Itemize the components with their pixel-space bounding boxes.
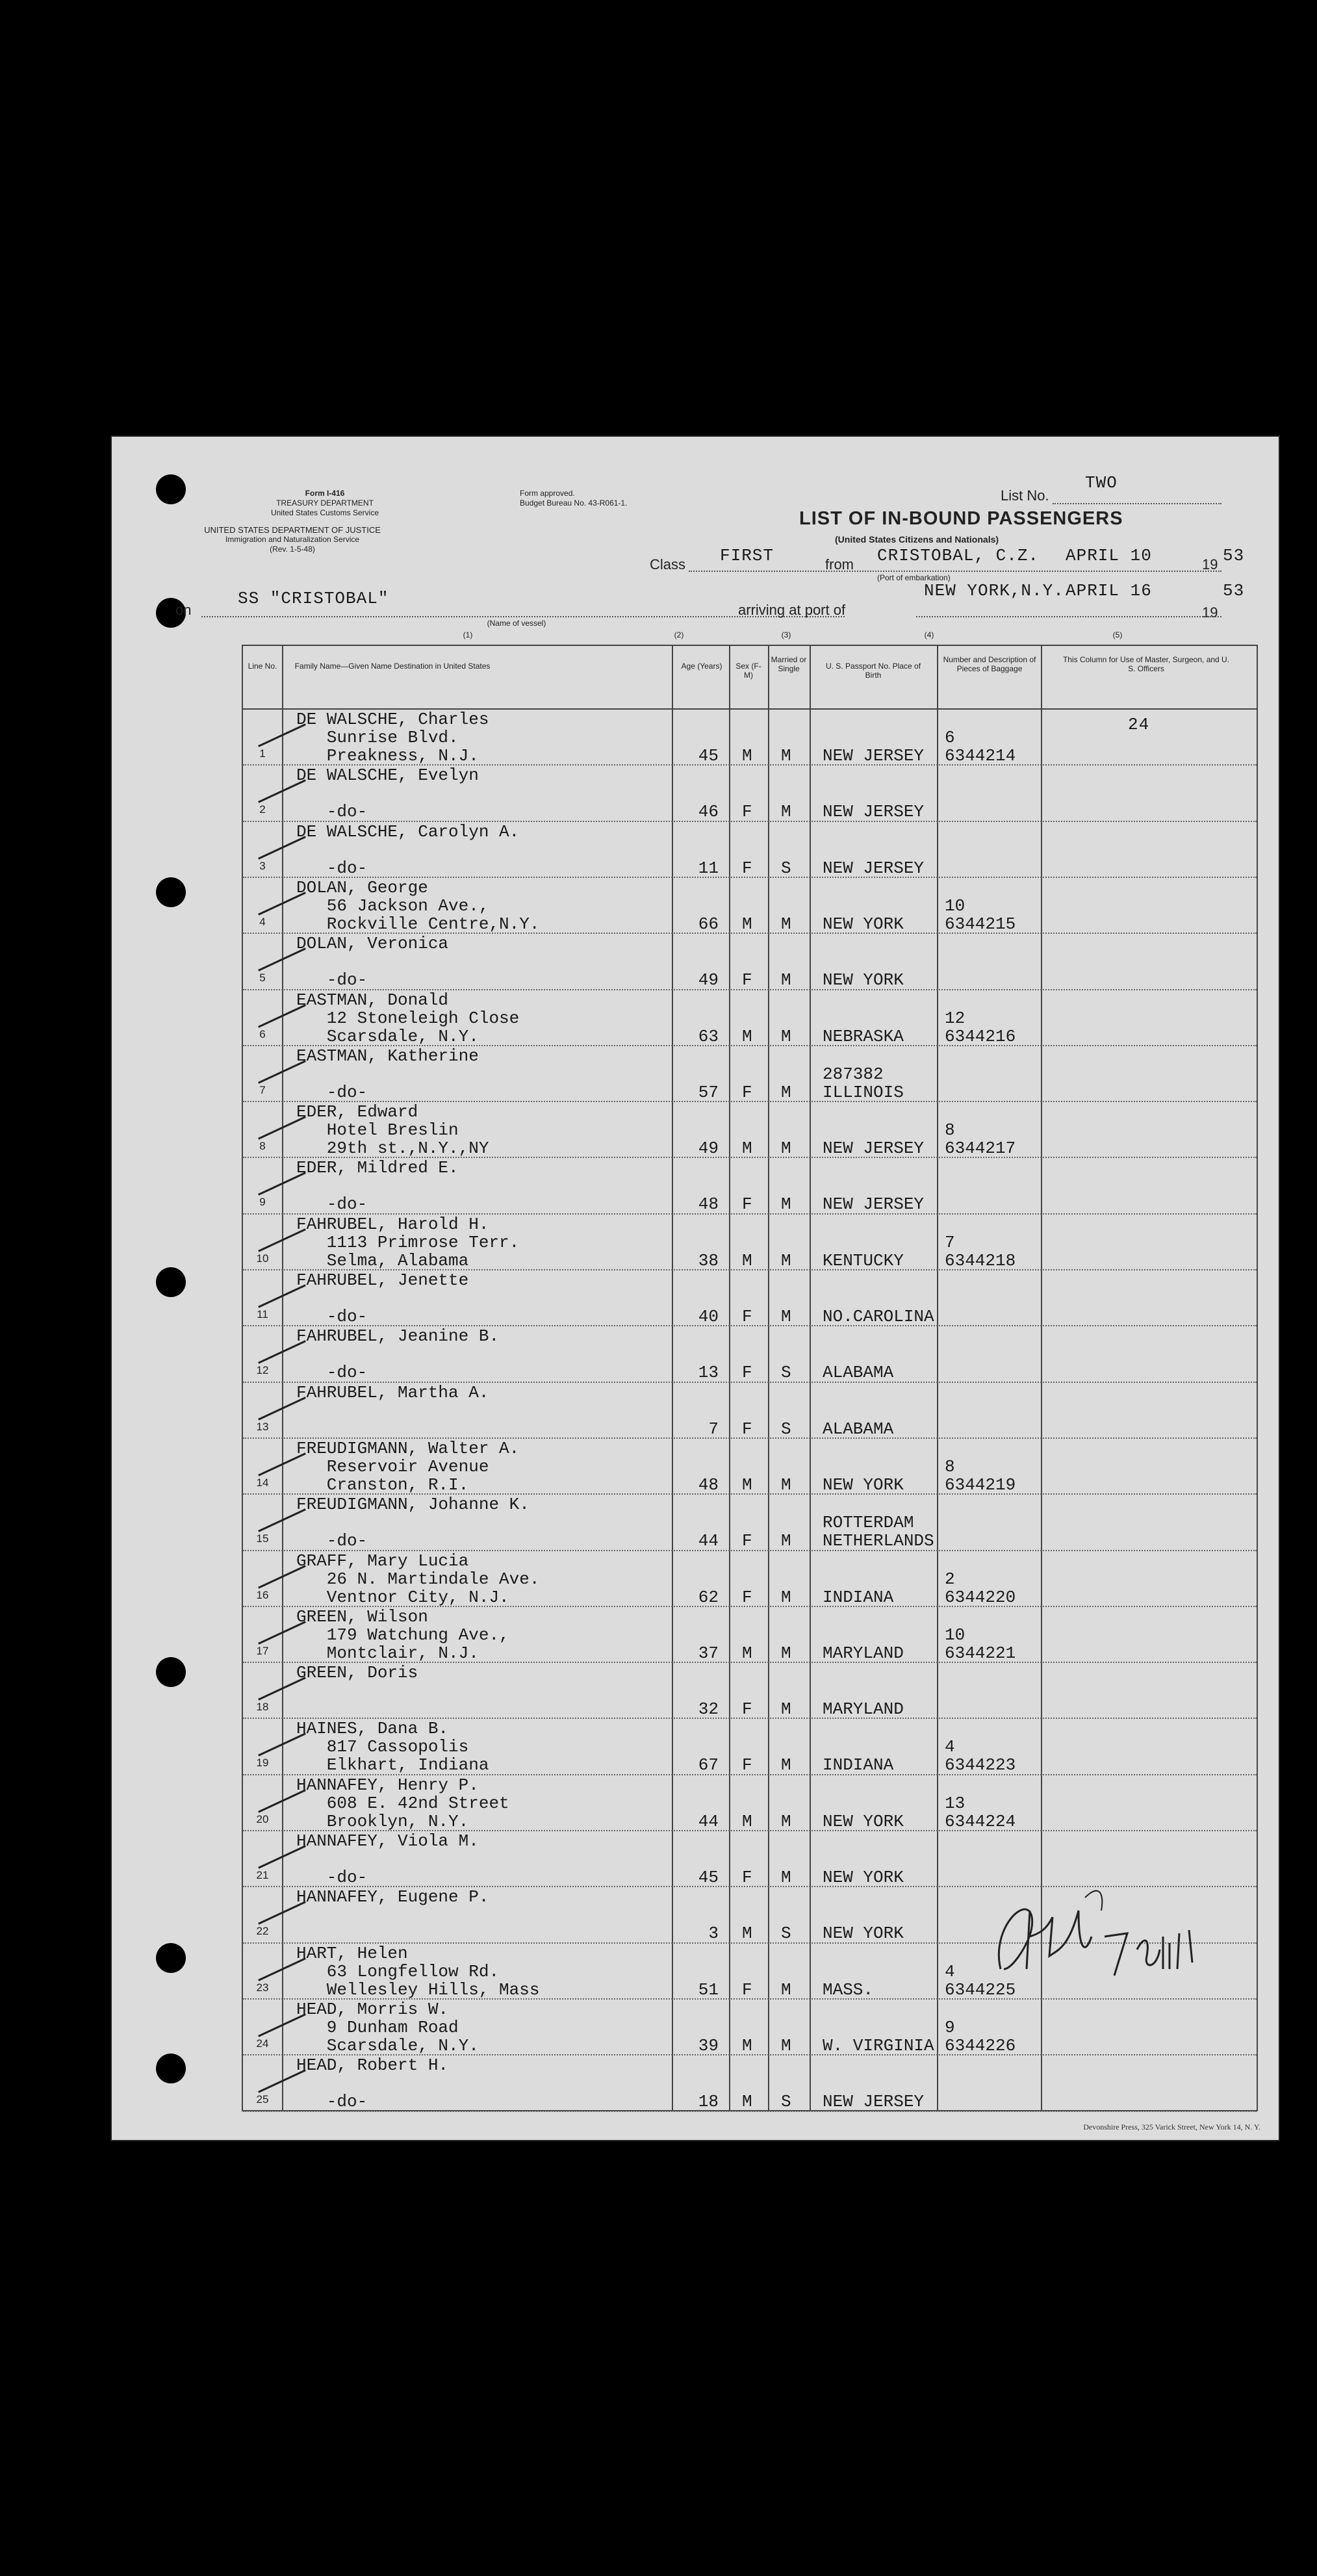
baggage-number: 6344214 <box>945 746 1016 766</box>
passenger-name-line: FAHRUBEL, Jenette <box>296 1270 469 1290</box>
sex-cell: M <box>742 746 752 766</box>
col-header-married: Married or Single <box>771 655 807 673</box>
birthplace-cell: NEW YORK <box>823 914 904 934</box>
col-header-officers: This Column for Use of Master, Surgeon, and U. S. Officers <box>1062 655 1230 673</box>
passenger-name-line: HAINES, Dana B. <box>296 1719 449 1739</box>
age-cell: 11 <box>698 858 719 878</box>
line-number: 5 <box>259 972 266 985</box>
age-cell: 48 <box>698 1194 719 1215</box>
passenger-name-line: FAHRUBEL, Martha A. <box>296 1382 489 1402</box>
line-number: 4 <box>259 915 266 928</box>
passenger-name-line: -do- <box>296 1307 368 1326</box>
baggage-pieces: 7 <box>945 1232 955 1252</box>
marital-cell: M <box>781 1250 791 1270</box>
baggage-number: 6344218 <box>945 1250 1016 1270</box>
sex-cell: M <box>742 1026 752 1046</box>
sex-cell: F <box>742 1307 752 1326</box>
sex-cell: F <box>742 1587 752 1607</box>
punch-hole <box>156 1267 186 1297</box>
passenger-name-line: 817 Cassopolis <box>296 1737 469 1757</box>
baggage-pieces: 8 <box>945 1120 955 1140</box>
passport-birth-line: 287382 <box>823 1064 884 1084</box>
sex-cell: M <box>742 914 752 934</box>
vessel-name-label: (Name of vessel) <box>487 619 546 628</box>
form-title: LIST OF IN-BOUND PASSENGERS <box>799 508 1123 529</box>
punch-hole <box>156 1943 186 1973</box>
age-cell: 48 <box>698 1475 719 1495</box>
birthplace-cell: NEW JERSEY <box>823 802 925 822</box>
vessel-name: SS "CRISTOBAL" <box>238 589 389 608</box>
sex-cell: F <box>742 858 752 878</box>
line-number: 23 <box>256 1981 269 1994</box>
line-number: 1 <box>259 747 266 760</box>
line-number: 8 <box>259 1140 266 1153</box>
sex-cell: M <box>742 1643 752 1663</box>
sex-cell: M <box>742 1139 752 1159</box>
marital-cell: S <box>781 1924 791 1944</box>
marital-cell: M <box>781 1194 791 1215</box>
sex-cell: M <box>742 1811 752 1831</box>
agency-justice: UNITED STATES DEPARTMENT OF JUSTICE <box>204 525 381 535</box>
marital-cell: M <box>781 1026 791 1046</box>
marital-cell: M <box>781 1531 791 1551</box>
handwritten-signature <box>975 1872 1221 1982</box>
birthplace-cell: NO.CAROLINA <box>823 1307 934 1326</box>
line-number: 16 <box>256 1588 269 1601</box>
marital-cell: M <box>781 1587 791 1607</box>
birthplace-cell: NEW JERSEY <box>823 858 925 878</box>
age-cell: 13 <box>698 1363 719 1383</box>
passenger-name-line: Brooklyn, N.Y. <box>296 1811 469 1831</box>
baggage-number: 6344220 <box>945 1587 1016 1607</box>
passenger-name-line: -do- <box>296 1082 368 1102</box>
birthplace-cell: INDIANA <box>823 1755 894 1775</box>
passenger-name-line: Wellesley Hills, Mass <box>296 1979 540 2000</box>
passenger-name-line: -do- <box>296 1531 368 1551</box>
age-cell: 32 <box>698 1699 719 1719</box>
baggage-pieces: 2 <box>945 1569 955 1589</box>
passenger-name-line: -do- <box>296 1363 368 1383</box>
line-number: 10 <box>256 1252 269 1265</box>
age-cell: 49 <box>698 970 719 990</box>
baggage-pieces: 10 <box>945 895 965 916</box>
birthplace-cell: MARYLAND <box>823 1643 904 1663</box>
agency-customs: United States Customs Service <box>270 508 379 517</box>
line-number: 19 <box>256 1757 269 1770</box>
port-embarkation-label: (Port of embarkation) <box>877 573 951 582</box>
from-date: APRIL 10 <box>1066 546 1152 565</box>
birthplace-cell: NEBRASKA <box>823 1026 904 1046</box>
passenger-name-line: HANNAFEY, Henry P. <box>296 1775 479 1795</box>
line-number: 3 <box>259 859 266 872</box>
passenger-name-line: -do- <box>296 858 368 878</box>
baggage-pieces: 4 <box>945 1737 955 1757</box>
passenger-name-line: EDER, Mildred E. <box>296 1158 459 1178</box>
age-cell: 63 <box>698 1026 719 1046</box>
age-cell: 49 <box>698 1139 719 1159</box>
marital-cell: M <box>781 1868 791 1887</box>
passport-birth-line: ILLINOIS <box>823 1082 904 1102</box>
passenger-name-line: 26 N. Martindale Ave. <box>296 1569 540 1589</box>
budget-bureau: Budget Bureau No. 43-R061-1. <box>520 498 628 508</box>
birthplace-cell: ALABAMA <box>823 1363 894 1383</box>
age-cell: 44 <box>698 1531 719 1551</box>
passenger-name-line: DE WALSCHE, Carolyn A. <box>296 821 520 842</box>
from-port: CRISTOBAL, C.Z. <box>877 546 1040 565</box>
passenger-name-line: GREEN, Doris <box>296 1663 418 1683</box>
list-number-label: List No. <box>1001 487 1049 504</box>
passenger-name-line: Scarsdale, N.Y. <box>296 1026 479 1046</box>
age-cell: 38 <box>698 1250 719 1270</box>
marital-cell: M <box>781 914 791 934</box>
line-number: 14 <box>256 1476 269 1489</box>
passenger-name-line: Rockville Centre,N.Y. <box>296 914 540 934</box>
arrival-year-prefix: 19 <box>1202 604 1218 621</box>
passenger-name-line: 56 Jackson Ave., <box>296 895 489 916</box>
sex-cell: M <box>742 1924 752 1944</box>
age-cell: 66 <box>698 914 719 934</box>
marital-cell: M <box>781 1082 791 1102</box>
sex-cell: F <box>742 1194 752 1215</box>
age-cell: 67 <box>698 1755 719 1775</box>
sex-cell: M <box>742 2092 752 2112</box>
form-revision: (Rev. 1-5-48) <box>270 545 315 554</box>
passenger-name-line: Preakness, N.J. <box>296 746 479 766</box>
baggage-number: 6344221 <box>945 1643 1016 1663</box>
sex-cell: F <box>742 1363 752 1383</box>
sex-cell: F <box>742 802 752 822</box>
marital-cell: M <box>781 1475 791 1495</box>
baggage-number: 6344225 <box>945 1979 1016 2000</box>
col-num-5: (5) <box>1112 630 1123 639</box>
passenger-name-line: -do- <box>296 1868 368 1887</box>
arriving-label: arriving at port of <box>738 602 846 618</box>
line-number: 13 <box>256 1420 269 1433</box>
line-number: 25 <box>256 2093 269 2106</box>
birthplace-cell: KENTUCKY <box>823 1250 904 1270</box>
col-num-4: (4) <box>924 630 934 639</box>
passenger-name-line: 179 Watchung Ave., <box>296 1625 509 1645</box>
line-number: 21 <box>256 1869 269 1881</box>
line-number: 22 <box>256 1925 269 1938</box>
baggage-pieces: 6 <box>945 728 955 747</box>
agency-ins: Immigration and Naturalization Service <box>225 535 360 544</box>
age-cell: 40 <box>698 1307 719 1326</box>
sex-cell: M <box>742 1250 752 1270</box>
marital-cell: M <box>781 970 791 990</box>
line-number: 12 <box>256 1364 269 1377</box>
line-number: 7 <box>259 1083 266 1096</box>
form-number: Form I-416 <box>305 489 345 498</box>
arrival-year: 53 <box>1223 581 1245 600</box>
marital-cell: M <box>781 1699 791 1719</box>
passenger-name-line: 1113 Primrose Terr. <box>296 1232 520 1252</box>
on-label: on <box>175 602 192 618</box>
column-divider <box>937 646 938 2110</box>
sex-cell: F <box>742 1868 752 1887</box>
line-number: 9 <box>259 1196 266 1209</box>
marital-cell: S <box>781 2092 791 2112</box>
sex-cell: F <box>742 1755 752 1775</box>
marital-cell: M <box>781 1307 791 1326</box>
col-header-sex: Sex (F-M) <box>735 662 761 680</box>
passenger-name-line: -do- <box>296 2092 368 2112</box>
passenger-name-line: 608 E. 42nd Street <box>296 1793 509 1813</box>
age-cell: 39 <box>698 2035 719 2055</box>
baggage-pieces: 10 <box>945 1625 965 1645</box>
line-number: 2 <box>259 803 266 816</box>
col-header-line-no: Line No. <box>248 662 277 671</box>
passenger-name-line: EASTMAN, Katherine <box>296 1046 479 1066</box>
birthplace-cell: ALABAMA <box>823 1419 894 1439</box>
column-divider <box>729 646 730 2110</box>
passenger-name-line: DOLAN, George <box>296 877 428 897</box>
sex-cell: F <box>742 1699 752 1719</box>
col-header-passport: U. S. Passport No. Place of Birth <box>825 662 921 680</box>
passenger-name-line: -do- <box>296 1194 368 1215</box>
passenger-name-line: EDER, Edward <box>296 1102 418 1122</box>
passport-birth-line: ROTTERDAM <box>823 1513 914 1533</box>
birthplace-cell: NEW YORK <box>823 1811 904 1831</box>
passenger-name-line: GREEN, Wilson <box>296 1606 428 1627</box>
line-number: 17 <box>256 1644 269 1657</box>
baggage-pieces: 12 <box>945 1008 965 1028</box>
baggage-number: 6344219 <box>945 1475 1016 1495</box>
passenger-name-line: HART, Helen <box>296 1943 408 1963</box>
approval-block <box>520 489 702 508</box>
punch-hole <box>156 1657 186 1687</box>
passenger-name-line: 12 Stoneleigh Close <box>296 1008 520 1028</box>
age-cell: 57 <box>698 1082 719 1102</box>
passenger-name-line: Reservoir Avenue <box>296 1456 489 1476</box>
marital-cell: M <box>781 1979 791 2000</box>
manifest-page <box>110 435 1280 2141</box>
passenger-name-line: Selma, Alabama <box>296 1250 469 1270</box>
birthplace-cell: NEW JERSEY <box>823 2092 925 2112</box>
age-cell: 7 <box>708 1419 719 1439</box>
column-divider <box>768 646 769 2110</box>
form-approved: Form approved. <box>520 489 575 498</box>
birthplace-cell: NEW YORK <box>823 970 904 990</box>
punch-hole <box>156 877 186 907</box>
passenger-name-line: FREUDIGMANN, Walter A. <box>296 1438 520 1458</box>
sex-cell: F <box>742 1979 752 2000</box>
passenger-name-line: 29th st.,N.Y.,NY <box>296 1139 489 1159</box>
column-divider <box>282 646 283 2110</box>
officer-note: 24 <box>1128 715 1150 734</box>
passenger-name-line: Montclair, N.J. <box>296 1643 479 1663</box>
sex-cell: F <box>742 1531 752 1551</box>
birthplace-cell: INDIANA <box>823 1587 894 1607</box>
passenger-name-line: HEAD, Robert H. <box>296 2055 449 2076</box>
sex-cell: F <box>742 970 752 990</box>
marital-cell: M <box>781 1755 791 1775</box>
baggage-number: 6344217 <box>945 1139 1016 1159</box>
sex-cell: F <box>742 1082 752 1102</box>
birthplace-cell: NEW JERSEY <box>823 1139 925 1159</box>
sex-cell: M <box>742 1475 752 1495</box>
list-number-line <box>1053 503 1221 504</box>
col-header-name: Family Name—Given Name Destination in United States <box>294 662 491 671</box>
baggage-pieces: 8 <box>945 1456 955 1476</box>
baggage-number: 6344215 <box>945 914 1016 934</box>
column-divider <box>810 646 811 2110</box>
from-year: 53 <box>1223 546 1245 565</box>
baggage-number: 6344224 <box>945 1811 1016 1831</box>
passenger-name-line: FREUDIGMANN, Johanne K. <box>296 1495 530 1515</box>
class-value: FIRST <box>720 546 774 565</box>
line-number: 20 <box>256 1812 269 1825</box>
baggage-pieces: 4 <box>945 1961 955 1981</box>
form-subtitle: (United States Citizens and Nationals) <box>835 534 999 545</box>
sex-cell: M <box>742 2035 752 2055</box>
marital-cell: M <box>781 802 791 822</box>
list-number: TWO <box>1085 473 1118 493</box>
marital-cell: M <box>781 1139 791 1159</box>
age-cell: 62 <box>698 1587 719 1607</box>
passenger-name-line: Cranston, R.I. <box>296 1475 469 1495</box>
baggage-number: 6344216 <box>945 1026 1016 1046</box>
passenger-name-line: EASTMAN, Donald <box>296 990 449 1010</box>
passenger-name-line: FAHRUBEL, Jeanine B. <box>296 1326 500 1346</box>
agency-treasury: TREASURY DEPARTMENT <box>276 498 374 508</box>
printer-footer: Devonshire Press, 325 Varick Street, New York 14, N. Y. <box>1083 2122 1260 2132</box>
birthplace-cell: NEW JERSEY <box>823 746 925 766</box>
agency-block <box>227 489 422 518</box>
baggage-number: 6344223 <box>945 1755 1016 1775</box>
birthplace-cell: NEW YORK <box>823 1924 904 1944</box>
passenger-name-line: DE WALSCHE, Charles <box>296 710 489 729</box>
punch-hole <box>156 474 186 504</box>
marital-cell: S <box>781 1363 791 1383</box>
arrival-port: NEW YORK,N.Y. <box>924 581 1064 600</box>
age-cell: 45 <box>698 1868 719 1887</box>
from-year-prefix: 19 <box>1202 556 1218 573</box>
passenger-name-line: Elkhart, Indiana <box>296 1755 489 1775</box>
passenger-name-line: 63 Longfellow Rd. <box>296 1961 500 1981</box>
birthplace-cell: NEW YORK <box>823 1868 904 1887</box>
passenger-name-line: Ventnor City, N.J. <box>296 1587 509 1607</box>
passenger-name-line: 9 Dunham Road <box>296 2017 459 2037</box>
marital-cell: M <box>781 2035 791 2055</box>
line-number: 24 <box>256 2037 269 2050</box>
passport-birth-line: NETHERLANDS <box>823 1531 934 1551</box>
line-number: 18 <box>256 1701 269 1714</box>
line-number: 15 <box>256 1532 269 1545</box>
marital-cell: M <box>781 1643 791 1663</box>
col-num-2: (2) <box>674 630 684 639</box>
birthplace-cell: W. VIRGINIA <box>823 2035 934 2055</box>
marital-cell: S <box>781 858 791 878</box>
passenger-name-line: HANNAFEY, Eugene P. <box>296 1887 489 1907</box>
marital-cell: M <box>781 1811 791 1831</box>
col-num-1: (1) <box>463 630 473 639</box>
passenger-name-line: -do- <box>296 970 368 990</box>
arrival-date: APRIL 16 <box>1066 581 1152 600</box>
baggage-pieces: 9 <box>945 2017 955 2037</box>
passenger-name-line: GRAFF, Mary Lucia <box>296 1551 469 1571</box>
line-number: 11 <box>257 1308 268 1320</box>
passenger-name-line: DE WALSCHE, Evelyn <box>296 766 479 786</box>
age-cell: 45 <box>698 746 719 766</box>
line-number: 6 <box>259 1027 266 1040</box>
arrival-line <box>916 616 1221 617</box>
age-cell: 18 <box>698 2092 719 2112</box>
punch-hole <box>156 2054 186 2083</box>
column-divider <box>672 646 673 2110</box>
age-cell: 44 <box>698 1811 719 1831</box>
marital-cell: M <box>781 746 791 766</box>
passenger-name-line: HEAD, Morris W. <box>296 1999 449 2019</box>
marital-cell: S <box>781 1419 791 1439</box>
birthplace-cell: MARYLAND <box>823 1699 904 1719</box>
passenger-name-line: Sunrise Blvd. <box>296 728 459 747</box>
from-label: from <box>825 556 854 573</box>
age-cell: 3 <box>708 1924 719 1944</box>
col-header-age: Age (Years) <box>681 662 722 671</box>
age-cell: 46 <box>698 802 719 822</box>
sex-cell: F <box>742 1419 752 1439</box>
passenger-name-line: HANNAFEY, Viola M. <box>296 1831 479 1851</box>
passenger-name-line: FAHRUBEL, Harold H. <box>296 1214 489 1234</box>
passenger-name-line: -do- <box>296 802 368 822</box>
passenger-name-line: Hotel Breslin <box>296 1120 459 1140</box>
age-cell: 37 <box>698 1643 719 1663</box>
baggage-number: 6344226 <box>945 2035 1016 2055</box>
passenger-name-line: Scarsdale, N.Y. <box>296 2035 479 2055</box>
birthplace-cell: MASS. <box>823 1979 874 2000</box>
baggage-pieces: 13 <box>945 1793 965 1813</box>
class-line <box>689 571 1221 572</box>
passenger-name-line: DOLAN, Veronica <box>296 934 449 954</box>
agency-block-2 <box>182 525 403 554</box>
col-header-baggage: Number and Description of Pieces of Baggage <box>943 655 1036 673</box>
birthplace-cell: NEW JERSEY <box>823 1194 925 1215</box>
birthplace-cell: NEW YORK <box>823 1475 904 1495</box>
class-label: Class <box>650 556 686 573</box>
age-cell: 51 <box>698 1979 719 2000</box>
col-num-3: (3) <box>781 630 791 639</box>
